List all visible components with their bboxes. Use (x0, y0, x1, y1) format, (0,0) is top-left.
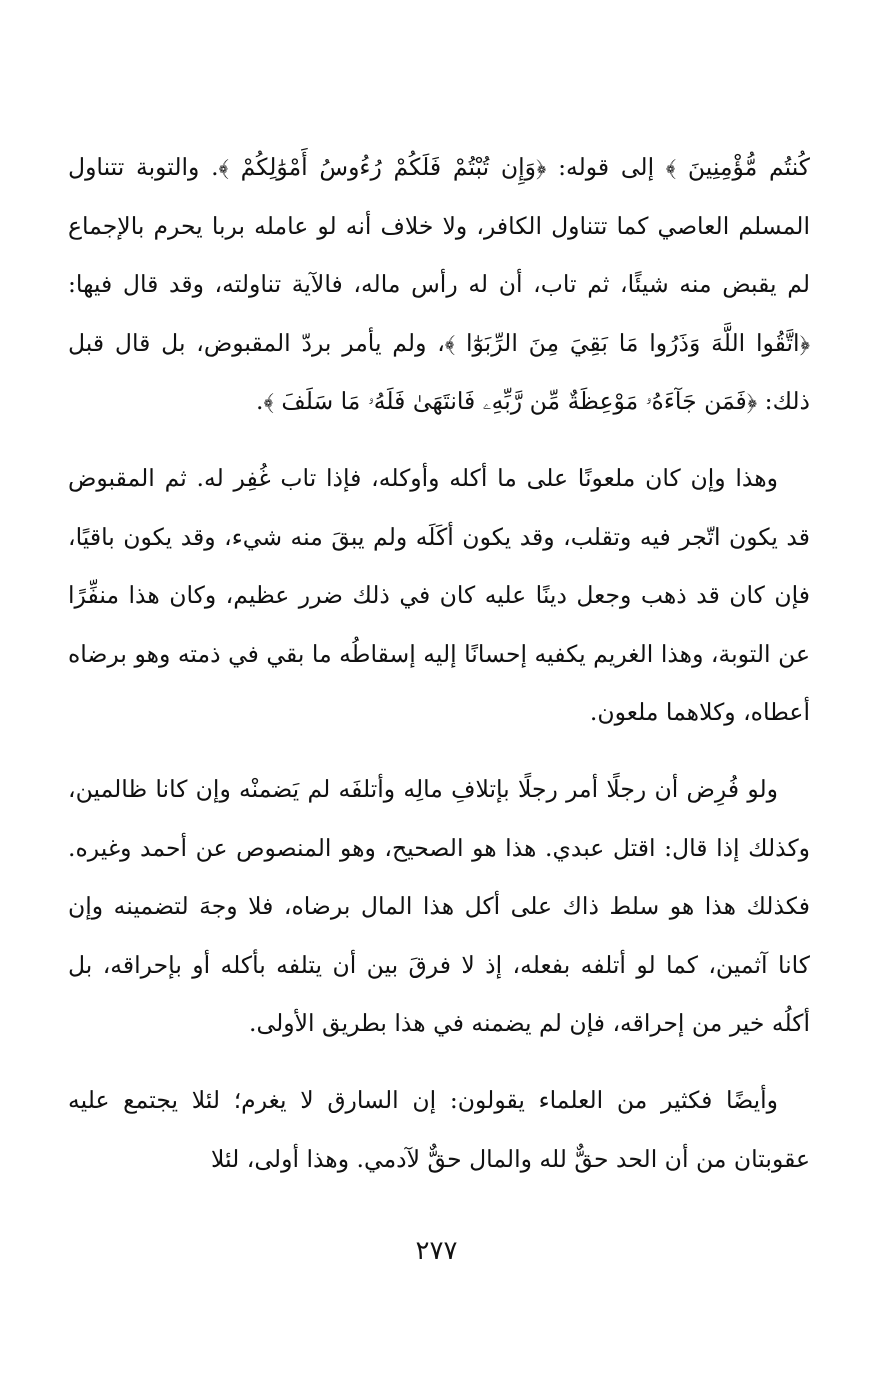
page-number: ٢٧٧ (415, 1236, 458, 1266)
paragraph-4: وأيضًا فكثير من العلماء يقولون: إن السارق لا يغرم؛ لئلا يجتمع عليه عقوبتان من أن الحد حقٌّ لله والمال حقٌّ لآدمي. وهذا أولى، لئلا (68, 1085, 810, 1173)
paragraph-3: ولو فُرِض أن رجلًا أمر رجلًا بإتلافِ مالِه وأتلفَه لم يَضمنْه وإن كانا ظالمين، وكذلك إذا قال: اقتل عبدي. هذا هو الصحيح، وهو المنصوص عن أحمد وغيره. فكذلك هذا هو سلط ذاك على أكل هذا المال برضاه، فلا وجهَ لتضمينه وإن كانا آثمين، كما لو أتلفه بفعله، إذ لا فرقَ بين أن يتلفه بأكله أو بإحراقه، بل أكلُه خير من إحراقه، فإن لم يضمنه في هذا بطريق الأولى. (68, 774, 810, 1038)
paragraph-2: وهذا وإن كان ملعونًا على ما أكله وأوكله، فإذا تاب غُفِر له. ثم المقبوض قد يكون اتّجر فيه وتقلب، وقد يكون أكَلَه ولم يبقَ منه شيء، وقد يكون باقيًا، فإن كان قد ذهب وجعل دينًا عليه كان في ذلك ضرر عظيم، وكان هذا منفِّرًا عن التوبة، وهذا الغريم يكفيه إحسانًا إليه إسقاطُه ما بقي في ذمته وهو برضاه أعطاه، وكلاهما ملعون. (68, 463, 810, 727)
page-body-text (68, 138, 810, 1188)
paragraph-1: كُنتُم مُّؤْمِنِينَ ﴾ إلى قوله: ﴿وَإِن تُبْتُمْ فَلَكُمْ رُءُوسُ أَمْوَٰلِكُمْ ﴾. والتوبة تتناول المسلم العاصي كما تتناول الكافر، ولا خلاف أنه لو عامله بربا يحرم بالإجماع لم يقبض منه شيئًا، ثم تاب، أن له رأس ماله، فالآية تناولته، وقد قال فيها: ﴿اتَّقُوا اللَّهَ وَذَرُوا مَا بَقِيَ مِنَ الرِّبَوٰٓا ﴾، ولم يأمر بردّ المقبوض، بل قال قبل ذلك: ﴿فَمَن جَآءَهُۥ مَوْعِظَةٌ مِّن رَّبِّهِۦ فَانتَهَىٰ فَلَهُۥ مَا سَلَفَ ﴾. (68, 153, 810, 416)
